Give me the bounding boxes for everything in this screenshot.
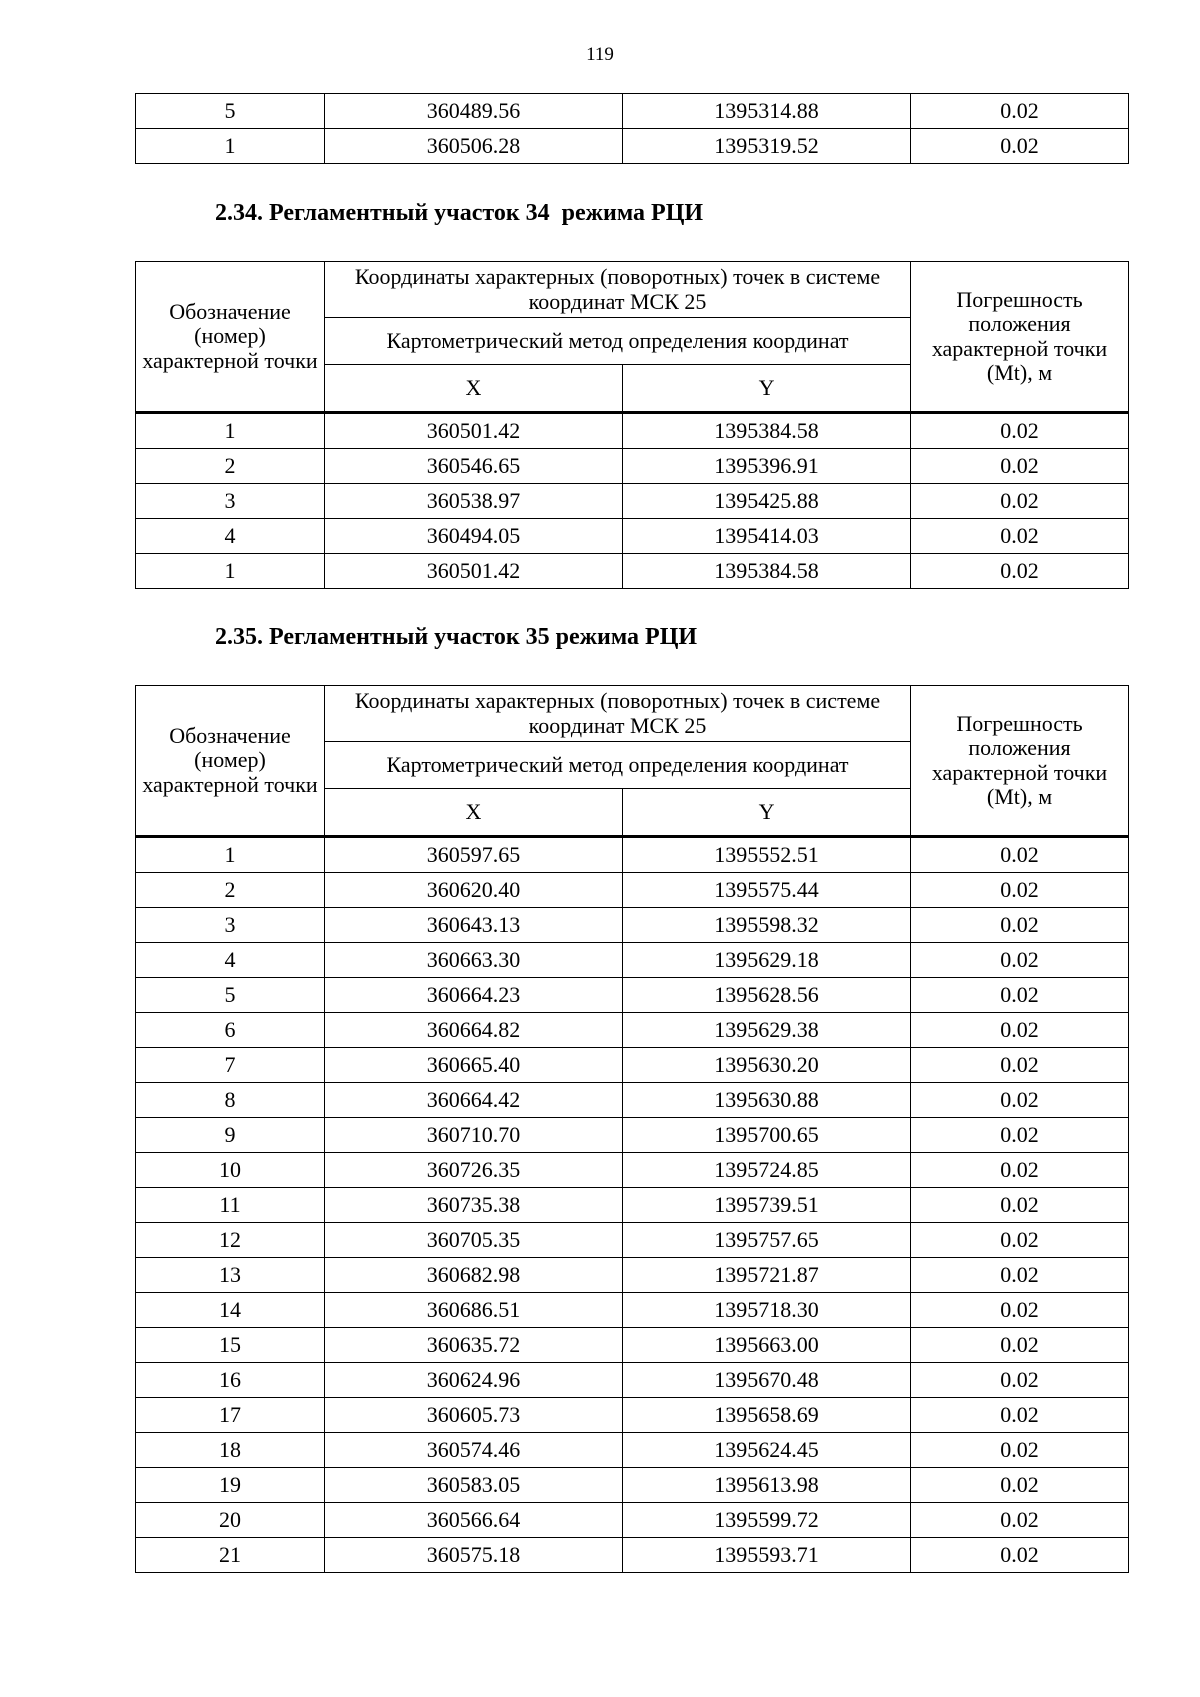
point-number-cell: 5 bbox=[136, 978, 325, 1013]
table-row bbox=[136, 1328, 1129, 1363]
coordinates-table-35 bbox=[135, 685, 1129, 1573]
error-value-cell: 0.02 bbox=[911, 129, 1129, 164]
table-row bbox=[136, 413, 1129, 449]
continuation-table bbox=[135, 93, 1129, 164]
x-coordinate-cell: 360663.30 bbox=[325, 943, 623, 978]
x-header: X bbox=[325, 789, 623, 837]
table-row bbox=[136, 1083, 1129, 1118]
point-number-cell: 4 bbox=[136, 519, 325, 554]
y-header: Y bbox=[623, 789, 911, 837]
designation-header: Обозначение (номер) характерной точки bbox=[136, 686, 325, 837]
y-coordinate-cell: 1395384.58 bbox=[623, 554, 911, 589]
error-value-cell: 0.02 bbox=[911, 1363, 1129, 1398]
error-value-cell: 0.02 bbox=[911, 1258, 1129, 1293]
x-coordinate-cell: 360664.23 bbox=[325, 978, 623, 1013]
error-value-cell: 0.02 bbox=[911, 413, 1129, 449]
error-value-cell: 0.02 bbox=[911, 908, 1129, 943]
x-coordinate-cell: 360705.35 bbox=[325, 1223, 623, 1258]
point-number-cell: 17 bbox=[136, 1398, 325, 1433]
point-number-cell: 20 bbox=[136, 1503, 325, 1538]
error-value-cell: 0.02 bbox=[911, 1398, 1129, 1433]
point-number-cell: 10 bbox=[136, 1153, 325, 1188]
table-row bbox=[136, 1398, 1129, 1433]
y-coordinate-cell: 1395658.69 bbox=[623, 1398, 911, 1433]
x-coordinate-cell: 360605.73 bbox=[325, 1398, 623, 1433]
x-coordinate-cell: 360664.82 bbox=[325, 1013, 623, 1048]
point-number-cell: 18 bbox=[136, 1433, 325, 1468]
coordinates-table-34 bbox=[135, 261, 1129, 589]
y-coordinate-cell: 1395599.72 bbox=[623, 1503, 911, 1538]
y-coordinate-cell: 1395396.91 bbox=[623, 449, 911, 484]
y-coordinate-cell: 1395757.65 bbox=[623, 1223, 911, 1258]
x-coordinate-cell: 360710.70 bbox=[325, 1118, 623, 1153]
x-coordinate-cell: 360546.65 bbox=[325, 449, 623, 484]
error-value-cell: 0.02 bbox=[911, 554, 1129, 589]
point-number-cell: 21 bbox=[136, 1538, 325, 1573]
y-coordinate-cell: 1395628.56 bbox=[623, 978, 911, 1013]
y-coordinate-cell: 1395613.98 bbox=[623, 1468, 911, 1503]
method-header: Картометрический метод определения координат bbox=[325, 742, 911, 789]
x-coordinate-cell: 360643.13 bbox=[325, 908, 623, 943]
table-row bbox=[136, 1118, 1129, 1153]
x-coordinate-cell: 360489.56 bbox=[325, 94, 623, 129]
point-number-cell: 12 bbox=[136, 1223, 325, 1258]
y-coordinate-cell: 1395314.88 bbox=[623, 94, 911, 129]
section-title-35: 2.35. Регламентный участок 35 режима РЦИ bbox=[215, 624, 698, 650]
x-coordinate-cell: 360494.05 bbox=[325, 519, 623, 554]
x-coordinate-cell: 360574.46 bbox=[325, 1433, 623, 1468]
table-row bbox=[136, 1153, 1129, 1188]
error-value-cell: 0.02 bbox=[911, 1538, 1129, 1573]
y-coordinate-cell: 1395629.18 bbox=[623, 943, 911, 978]
error-header: Погрешность положения характерной точки (Mt), м bbox=[911, 262, 1129, 413]
point-number-cell: 1 bbox=[136, 554, 325, 589]
point-number-cell: 3 bbox=[136, 484, 325, 519]
x-coordinate-cell: 360620.40 bbox=[325, 873, 623, 908]
table-row bbox=[136, 873, 1129, 908]
error-value-cell: 0.02 bbox=[911, 1083, 1129, 1118]
table-row bbox=[136, 1048, 1129, 1083]
point-number-cell: 3 bbox=[136, 908, 325, 943]
table-row bbox=[136, 1223, 1129, 1258]
table-row bbox=[136, 1433, 1129, 1468]
table-row bbox=[136, 519, 1129, 554]
error-value-cell: 0.02 bbox=[911, 1223, 1129, 1258]
point-number-cell: 1 bbox=[136, 129, 325, 164]
y-coordinate-cell: 1395663.00 bbox=[623, 1328, 911, 1363]
x-coordinate-cell: 360506.28 bbox=[325, 129, 623, 164]
error-value-cell: 0.02 bbox=[911, 1013, 1129, 1048]
y-coordinate-cell: 1395630.20 bbox=[623, 1048, 911, 1083]
error-value-cell: 0.02 bbox=[911, 1188, 1129, 1223]
point-number-cell: 7 bbox=[136, 1048, 325, 1083]
designation-header: Обозначение (номер) характерной точки bbox=[136, 262, 325, 413]
y-coordinate-cell: 1395700.65 bbox=[623, 1118, 911, 1153]
table-row bbox=[136, 1293, 1129, 1328]
point-number-cell: 11 bbox=[136, 1188, 325, 1223]
y-coordinate-cell: 1395425.88 bbox=[623, 484, 911, 519]
x-coordinate-cell: 360664.42 bbox=[325, 1083, 623, 1118]
table-row bbox=[136, 484, 1129, 519]
x-coordinate-cell: 360665.40 bbox=[325, 1048, 623, 1083]
table-row bbox=[136, 1188, 1129, 1223]
error-value-cell: 0.02 bbox=[911, 1503, 1129, 1538]
x-coordinate-cell: 360726.35 bbox=[325, 1153, 623, 1188]
error-value-cell: 0.02 bbox=[911, 519, 1129, 554]
point-number-cell: 4 bbox=[136, 943, 325, 978]
x-coordinate-cell: 360635.72 bbox=[325, 1328, 623, 1363]
point-number-cell: 14 bbox=[136, 1293, 325, 1328]
section-title-34: 2.34. Регламентный участок 34 режима РЦИ bbox=[215, 200, 704, 226]
error-value-cell: 0.02 bbox=[911, 1328, 1129, 1363]
method-header: Картометрический метод определения координат bbox=[325, 318, 911, 365]
point-number-cell: 9 bbox=[136, 1118, 325, 1153]
y-coordinate-cell: 1395552.51 bbox=[623, 837, 911, 873]
x-coordinate-cell: 360682.98 bbox=[325, 1258, 623, 1293]
page-number: 119 bbox=[586, 44, 614, 65]
coords-system-header: Координаты характерных (поворотных) точек в системе координат МСК 25 bbox=[325, 262, 911, 318]
y-coordinate-cell: 1395724.85 bbox=[623, 1153, 911, 1188]
error-value-cell: 0.02 bbox=[911, 1468, 1129, 1503]
error-value-cell: 0.02 bbox=[911, 484, 1129, 519]
x-coordinate-cell: 360583.05 bbox=[325, 1468, 623, 1503]
table-row bbox=[136, 943, 1129, 978]
table-row bbox=[136, 94, 1129, 129]
error-value-cell: 0.02 bbox=[911, 1153, 1129, 1188]
error-value-cell: 0.02 bbox=[911, 449, 1129, 484]
y-coordinate-cell: 1395629.38 bbox=[623, 1013, 911, 1048]
coords-system-header: Координаты характерных (поворотных) точек в системе координат МСК 25 bbox=[325, 686, 911, 742]
x-coordinate-cell: 360597.65 bbox=[325, 837, 623, 873]
point-number-cell: 16 bbox=[136, 1363, 325, 1398]
point-number-cell: 2 bbox=[136, 873, 325, 908]
error-value-cell: 0.02 bbox=[911, 1048, 1129, 1083]
error-value-cell: 0.02 bbox=[911, 943, 1129, 978]
table-row bbox=[136, 1258, 1129, 1293]
table-row bbox=[136, 978, 1129, 1013]
table-row bbox=[136, 908, 1129, 943]
point-number-cell: 5 bbox=[136, 94, 325, 129]
y-coordinate-cell: 1395384.58 bbox=[623, 413, 911, 449]
x-coordinate-cell: 360501.42 bbox=[325, 413, 623, 449]
y-coordinate-cell: 1395414.03 bbox=[623, 519, 911, 554]
y-coordinate-cell: 1395593.71 bbox=[623, 1538, 911, 1573]
y-coordinate-cell: 1395739.51 bbox=[623, 1188, 911, 1223]
error-header: Погрешность положения характерной точки (Mt), м bbox=[911, 686, 1129, 837]
y-coordinate-cell: 1395319.52 bbox=[623, 129, 911, 164]
y-coordinate-cell: 1395624.45 bbox=[623, 1433, 911, 1468]
y-coordinate-cell: 1395630.88 bbox=[623, 1083, 911, 1118]
error-value-cell: 0.02 bbox=[911, 1118, 1129, 1153]
table-row bbox=[136, 1013, 1129, 1048]
point-number-cell: 2 bbox=[136, 449, 325, 484]
table-row bbox=[136, 1363, 1129, 1398]
point-number-cell: 13 bbox=[136, 1258, 325, 1293]
error-value-cell: 0.02 bbox=[911, 1433, 1129, 1468]
y-coordinate-cell: 1395598.32 bbox=[623, 908, 911, 943]
error-value-cell: 0.02 bbox=[911, 1293, 1129, 1328]
x-coordinate-cell: 360566.64 bbox=[325, 1503, 623, 1538]
x-coordinate-cell: 360686.51 bbox=[325, 1293, 623, 1328]
x-header: X bbox=[325, 365, 623, 413]
error-value-cell: 0.02 bbox=[911, 94, 1129, 129]
continuation-table-body bbox=[136, 94, 1129, 164]
point-number-cell: 1 bbox=[136, 837, 325, 873]
point-number-cell: 1 bbox=[136, 413, 325, 449]
x-coordinate-cell: 360501.42 bbox=[325, 554, 623, 589]
table-row bbox=[136, 1538, 1129, 1573]
y-coordinate-cell: 1395670.48 bbox=[623, 1363, 911, 1398]
point-number-cell: 15 bbox=[136, 1328, 325, 1363]
error-value-cell: 0.02 bbox=[911, 837, 1129, 873]
x-coordinate-cell: 360624.96 bbox=[325, 1363, 623, 1398]
point-number-cell: 8 bbox=[136, 1083, 325, 1118]
table-body-35 bbox=[136, 837, 1129, 1573]
error-value-cell: 0.02 bbox=[911, 873, 1129, 908]
y-coordinate-cell: 1395575.44 bbox=[623, 873, 911, 908]
x-coordinate-cell: 360735.38 bbox=[325, 1188, 623, 1223]
table-row bbox=[136, 1503, 1129, 1538]
table-row bbox=[136, 554, 1129, 589]
point-number-cell: 19 bbox=[136, 1468, 325, 1503]
x-coordinate-cell: 360538.97 bbox=[325, 484, 623, 519]
error-value-cell: 0.02 bbox=[911, 978, 1129, 1013]
table-row bbox=[136, 1468, 1129, 1503]
point-number-cell: 6 bbox=[136, 1013, 325, 1048]
table-row bbox=[136, 129, 1129, 164]
x-coordinate-cell: 360575.18 bbox=[325, 1538, 623, 1573]
y-header: Y bbox=[623, 365, 911, 413]
table-row bbox=[136, 837, 1129, 873]
y-coordinate-cell: 1395718.30 bbox=[623, 1293, 911, 1328]
table-body-34 bbox=[136, 413, 1129, 589]
y-coordinate-cell: 1395721.87 bbox=[623, 1258, 911, 1293]
table-row bbox=[136, 449, 1129, 484]
